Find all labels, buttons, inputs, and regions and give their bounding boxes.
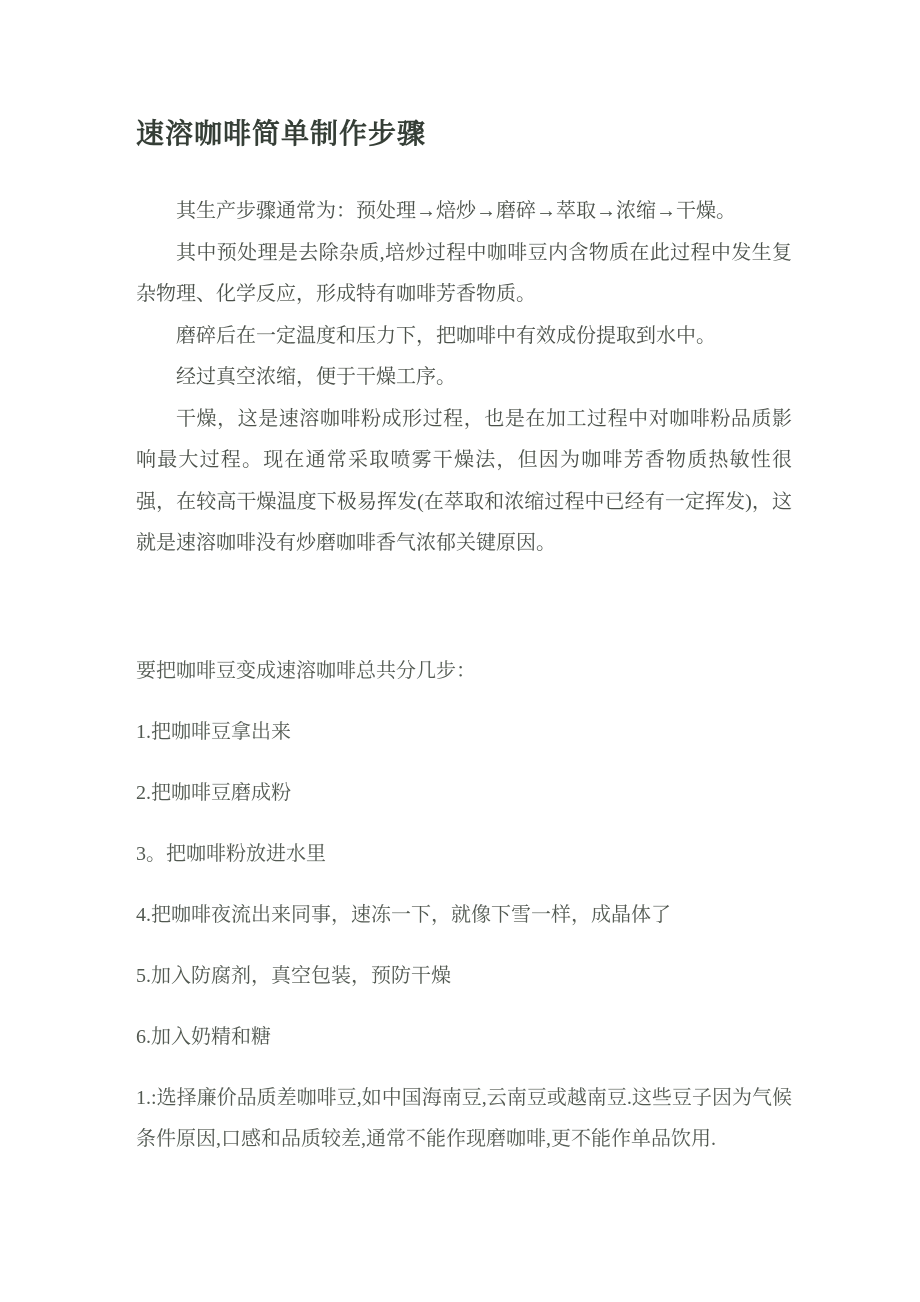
document-content — [136, 117, 792, 1160]
step-item: 4.把咖啡夜流出来同事，速冻一下，就像下雪一样，成晶体了 — [136, 903, 671, 926]
note-paragraph: 1.:选择廉价品质差咖啡豆,如中国海南豆,云南豆或越南豆.这些豆子因为气候条件原因,口感和品质较差,通常不能作现磨咖啡,更不能作单品饮用. — [136, 1086, 792, 1150]
step-item: 5.加入防腐剂，真空包装，预防干燥 — [136, 964, 451, 987]
steps-section — [136, 651, 792, 1160]
page-title: 速溶咖啡简单制作步骤 — [136, 119, 427, 150]
intro-paragraph: 经过真空浓缩，便于干燥工序。 — [176, 366, 456, 388]
step-item: 1.把咖啡豆拿出来 — [136, 720, 291, 743]
step-item: 3。把咖啡粉放进水里 — [136, 842, 326, 865]
steps-heading: 要把咖啡豆变成速溶咖啡总共分几步： — [136, 659, 476, 682]
step-item: 2.把咖啡豆磨成粉 — [136, 781, 291, 804]
step-item: 6.加入奶精和糖 — [136, 1025, 271, 1048]
intro-paragraph: 其中预处理是去除杂质,培炒过程中咖啡豆内含物质在此过程中发生复杂物理、化学反应，形成特有咖啡芳香物质。 — [136, 241, 792, 305]
intro-paragraph: 干燥，这是速溶咖啡粉成形过程，也是在加工过程中对咖啡粉品质影响最大过程。现在通常采取喷雾干燥法，但因为咖啡芳香物质热敏性很强，在较高干燥温度下极易挥发(在萃取和浓缩过程中已经有一定挥发)，这就是速溶咖啡没有炒磨咖啡香气浓郁关键原因。 — [136, 407, 792, 554]
intro-paragraph: 其生产步骤通常为：预处理→焙炒→磨碎→萃取→浓缩→干燥。 — [176, 200, 736, 222]
intro-section — [136, 191, 792, 565]
intro-paragraph: 磨碎后在一定温度和压力下，把咖啡中有效成份提取到水中。 — [176, 324, 716, 347]
